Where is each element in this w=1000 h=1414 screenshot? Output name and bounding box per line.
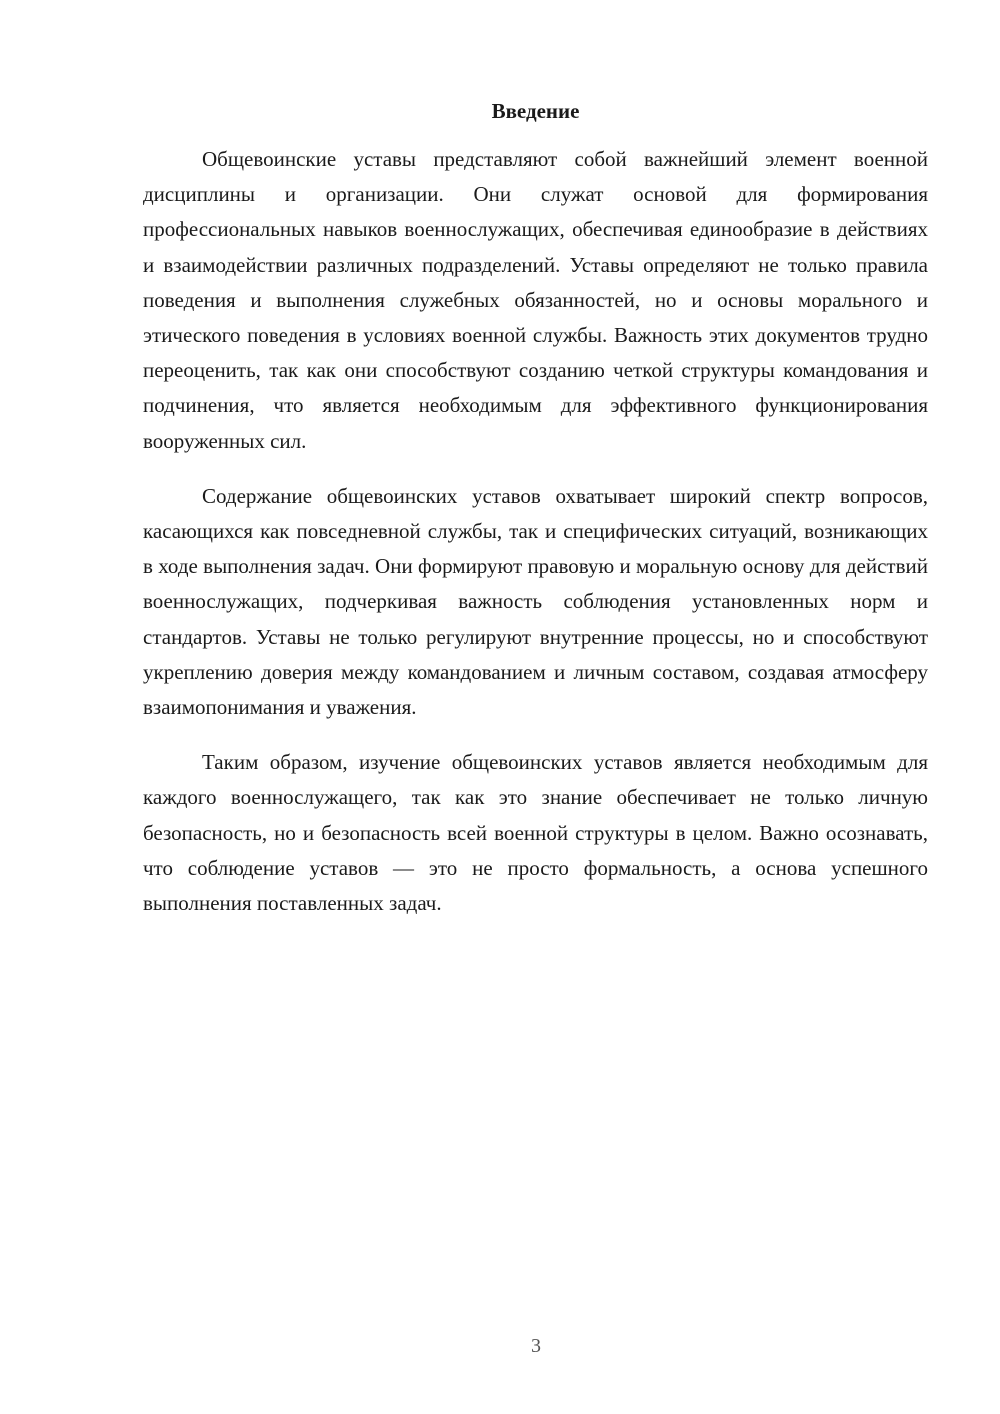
page-number: 3 [531, 1335, 541, 1357]
paragraph-3: Таким образом, изучение общевоинских уставов является необходимым для каждого военнослужащего, так как это знание обеспечивает не только личную безопасность, но и безопасность всей военной структуры в целом. Важно осознавать, что соблюдение уставов — это не просто формальность, а основа успешного выполнения поставленных задач. [143, 750, 928, 916]
body-text [143, 142, 928, 921]
page-title: Введение [491, 99, 580, 123]
paragraph-1: Общевоинские уставы представляют собой важнейший элемент военной дисциплины и организации. Они служат основой для формирования профессиональных навыков военнослужащих, обеспечивая единообразие в действиях и взаимодействии различных подразделений. Уставы определяют не только правила поведения и выполнения служебных обязанностей, но и основы морального и этического поведения в условиях военной службы. Важность этих документов трудно переоценить, так как они способствуют созданию четкой структуры командования и подчинения, что является необходимым для эффективного функционирования вооруженных сил. [143, 147, 928, 453]
paragraph-2: Содержание общевоинских уставов охватывает широкий спектр вопросов, касающихся как повседневной службы, так и специфических ситуаций, возникающих в ходе выполнения задач. Они формируют правовую и моральную основу для действий военнослужащих, подчеркивая важность соблюдения установленных норм и стандартов. Уставы не только регулируют внутренние процессы, но и способствуют укреплению доверия между командованием и личным составом, создавая атмосферу взаимопонимания и уважения. [143, 483, 928, 720]
